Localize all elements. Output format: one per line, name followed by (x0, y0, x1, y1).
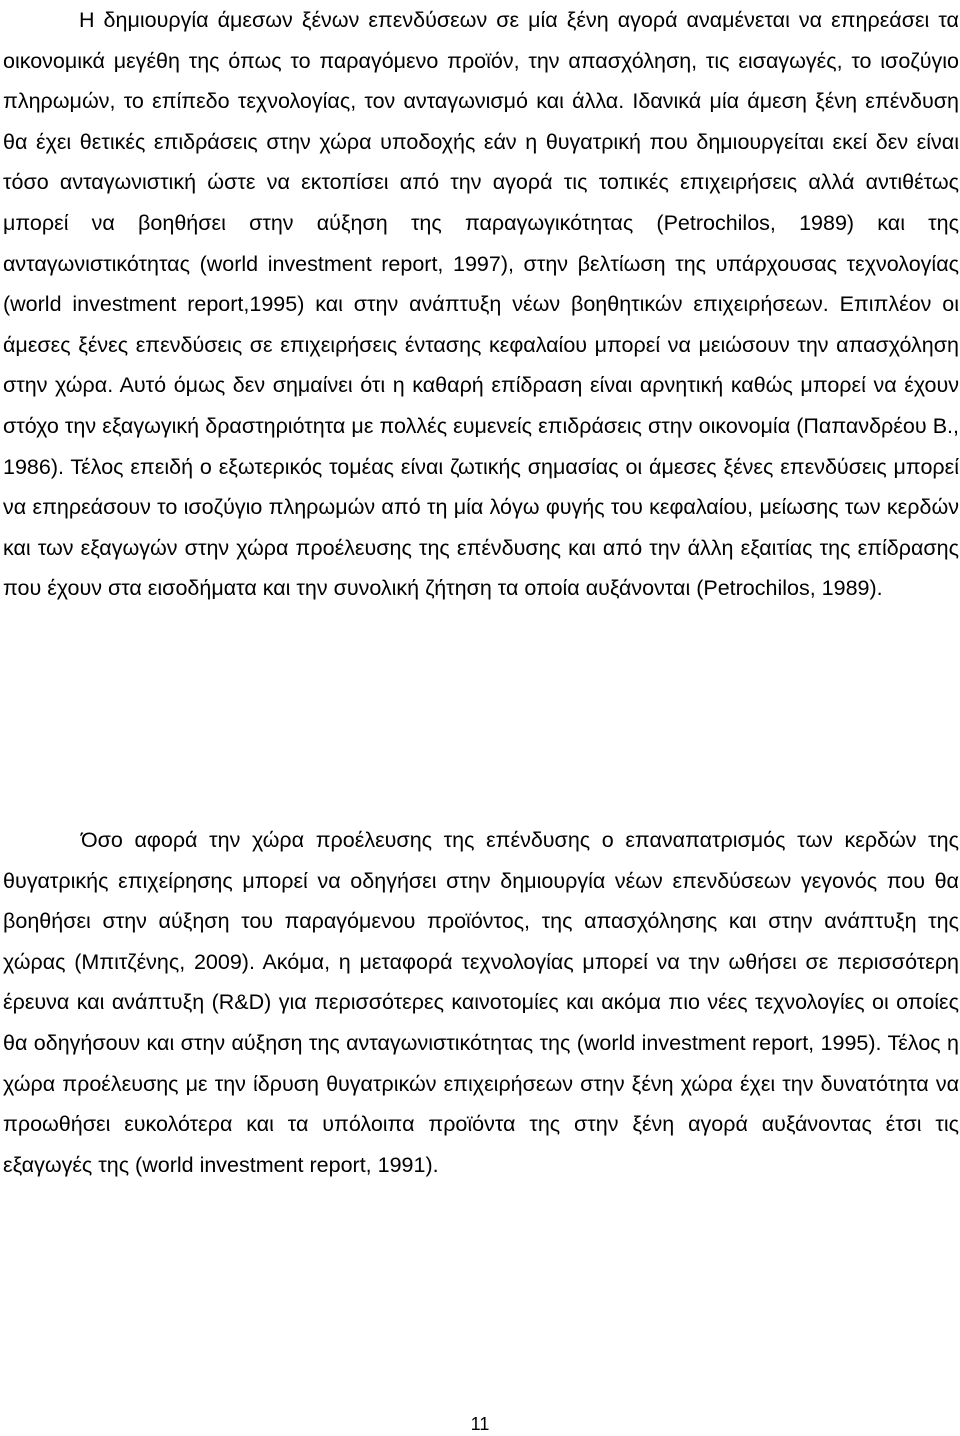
paragraph-1: Η δημιουργία άμεσων ξένων επενδύσεων σε μία ξένη αγορά αναμένεται να επηρεάσει τα οικονομικά μεγέθη της όπως το παραγόμενο προϊόν, την απασχόληση, τις εισαγωγές, το ισοζύγιο πληρωμών, το επίπεδο τεχνολογίας, τον ανταγωνισμό και άλλα. Ιδανικά μία άμεση ξένη επένδυση θα έχει θετικές επιδράσεις στην χώρα υποδοχής εάν η θυγατρική που δημιουργείται εκεί δεν είναι τόσο ανταγωνιστική ώστε να εκτοπίσει από την αγορά τις τοπικές επιχειρήσεις αλλά αντιθέτως μπορεί να βοηθήσει στην αύξηση της παραγωγικότητας (Petrochilos, 1989) και της ανταγωνιστικότητας (world investment report, 1997), στην βελτίωση της υπάρχουσας τεχνολογίας (world investment report,1995) και στην ανάπτυξη νέων βοηθητικών επιχειρήσεων. Επιπλέον οι άμεσες ξένες επενδύσεις σε επιχειρήσεις έντασης κεφαλαίου μπορεί να μειώσουν την απασχόληση στην χώρα. Αυτό όμως δεν σημαίνει ότι η καθαρή επίδραση είναι αρνητική καθώς μπορεί να έχουν στόχο την εξαγωγική δραστηριότητα με πολλές ευμενείς επιδράσεις στην οικονομία (Παπανδρέου Β., 1986). Τέλος επειδή ο εξωτερικός τομέας είναι ζωτικής σημασίας οι άμεσες ξένες επενδύσεις μπορεί να επηρεάσουν το ισοζύγιο πληρωμών από τη μία λόγω φυγής του κεφαλαίου, μείωσης των κερδών και των εξαγωγών στην χώρα προέλευσης της επένδυσης και από την άλλη εξαιτίας της επίδρασης που έχουν στα εισοδήματα και την συνολική ζήτηση τα οποία αυξάνονται (Petrochilos, 1989). (3, 8, 959, 601)
page-number: 11 (470, 1414, 490, 1434)
paragraph-2: Όσο αφορά την χώρα προέλευσης της επένδυσης ο επαναπατρισμός των κερδών της θυγατρικής επιχείρησης μπορεί να οδηγήσει στην δημιουργία νέων επενδύσεων γεγονός που θα βοηθήσει στην αύξηση του παραγόμενου προϊόντος, της απασχόλησης και στην ανάπτυξη της χώρας (Μπιτζένης, 2009). Ακόμα, η μεταφορά τεχνολογίας μπορεί να την ωθήσει σε περισσότερη έρευνα και ανάπτυξη (R&D) για περισσότερες καινοτομίες και ακόμα πιο νέες τεχνολογίες οι οποίες θα οδηγήσουν και στην αύξηση της ανταγωνιστικότητας της (world investment report, 1995). Τέλος η χώρα προέλευσης με την ίδρυση θυγατρικών επιχειρήσεων στην ξένη χώρα έχει την δυνατότητα να προωθήσει ευκολότερα και τα υπόλοιπα προϊόντα της στην ξένη αγορά αυξάνοντας έτσι τις εξαγωγές της (world investment report, 1991). (3, 828, 959, 1177)
